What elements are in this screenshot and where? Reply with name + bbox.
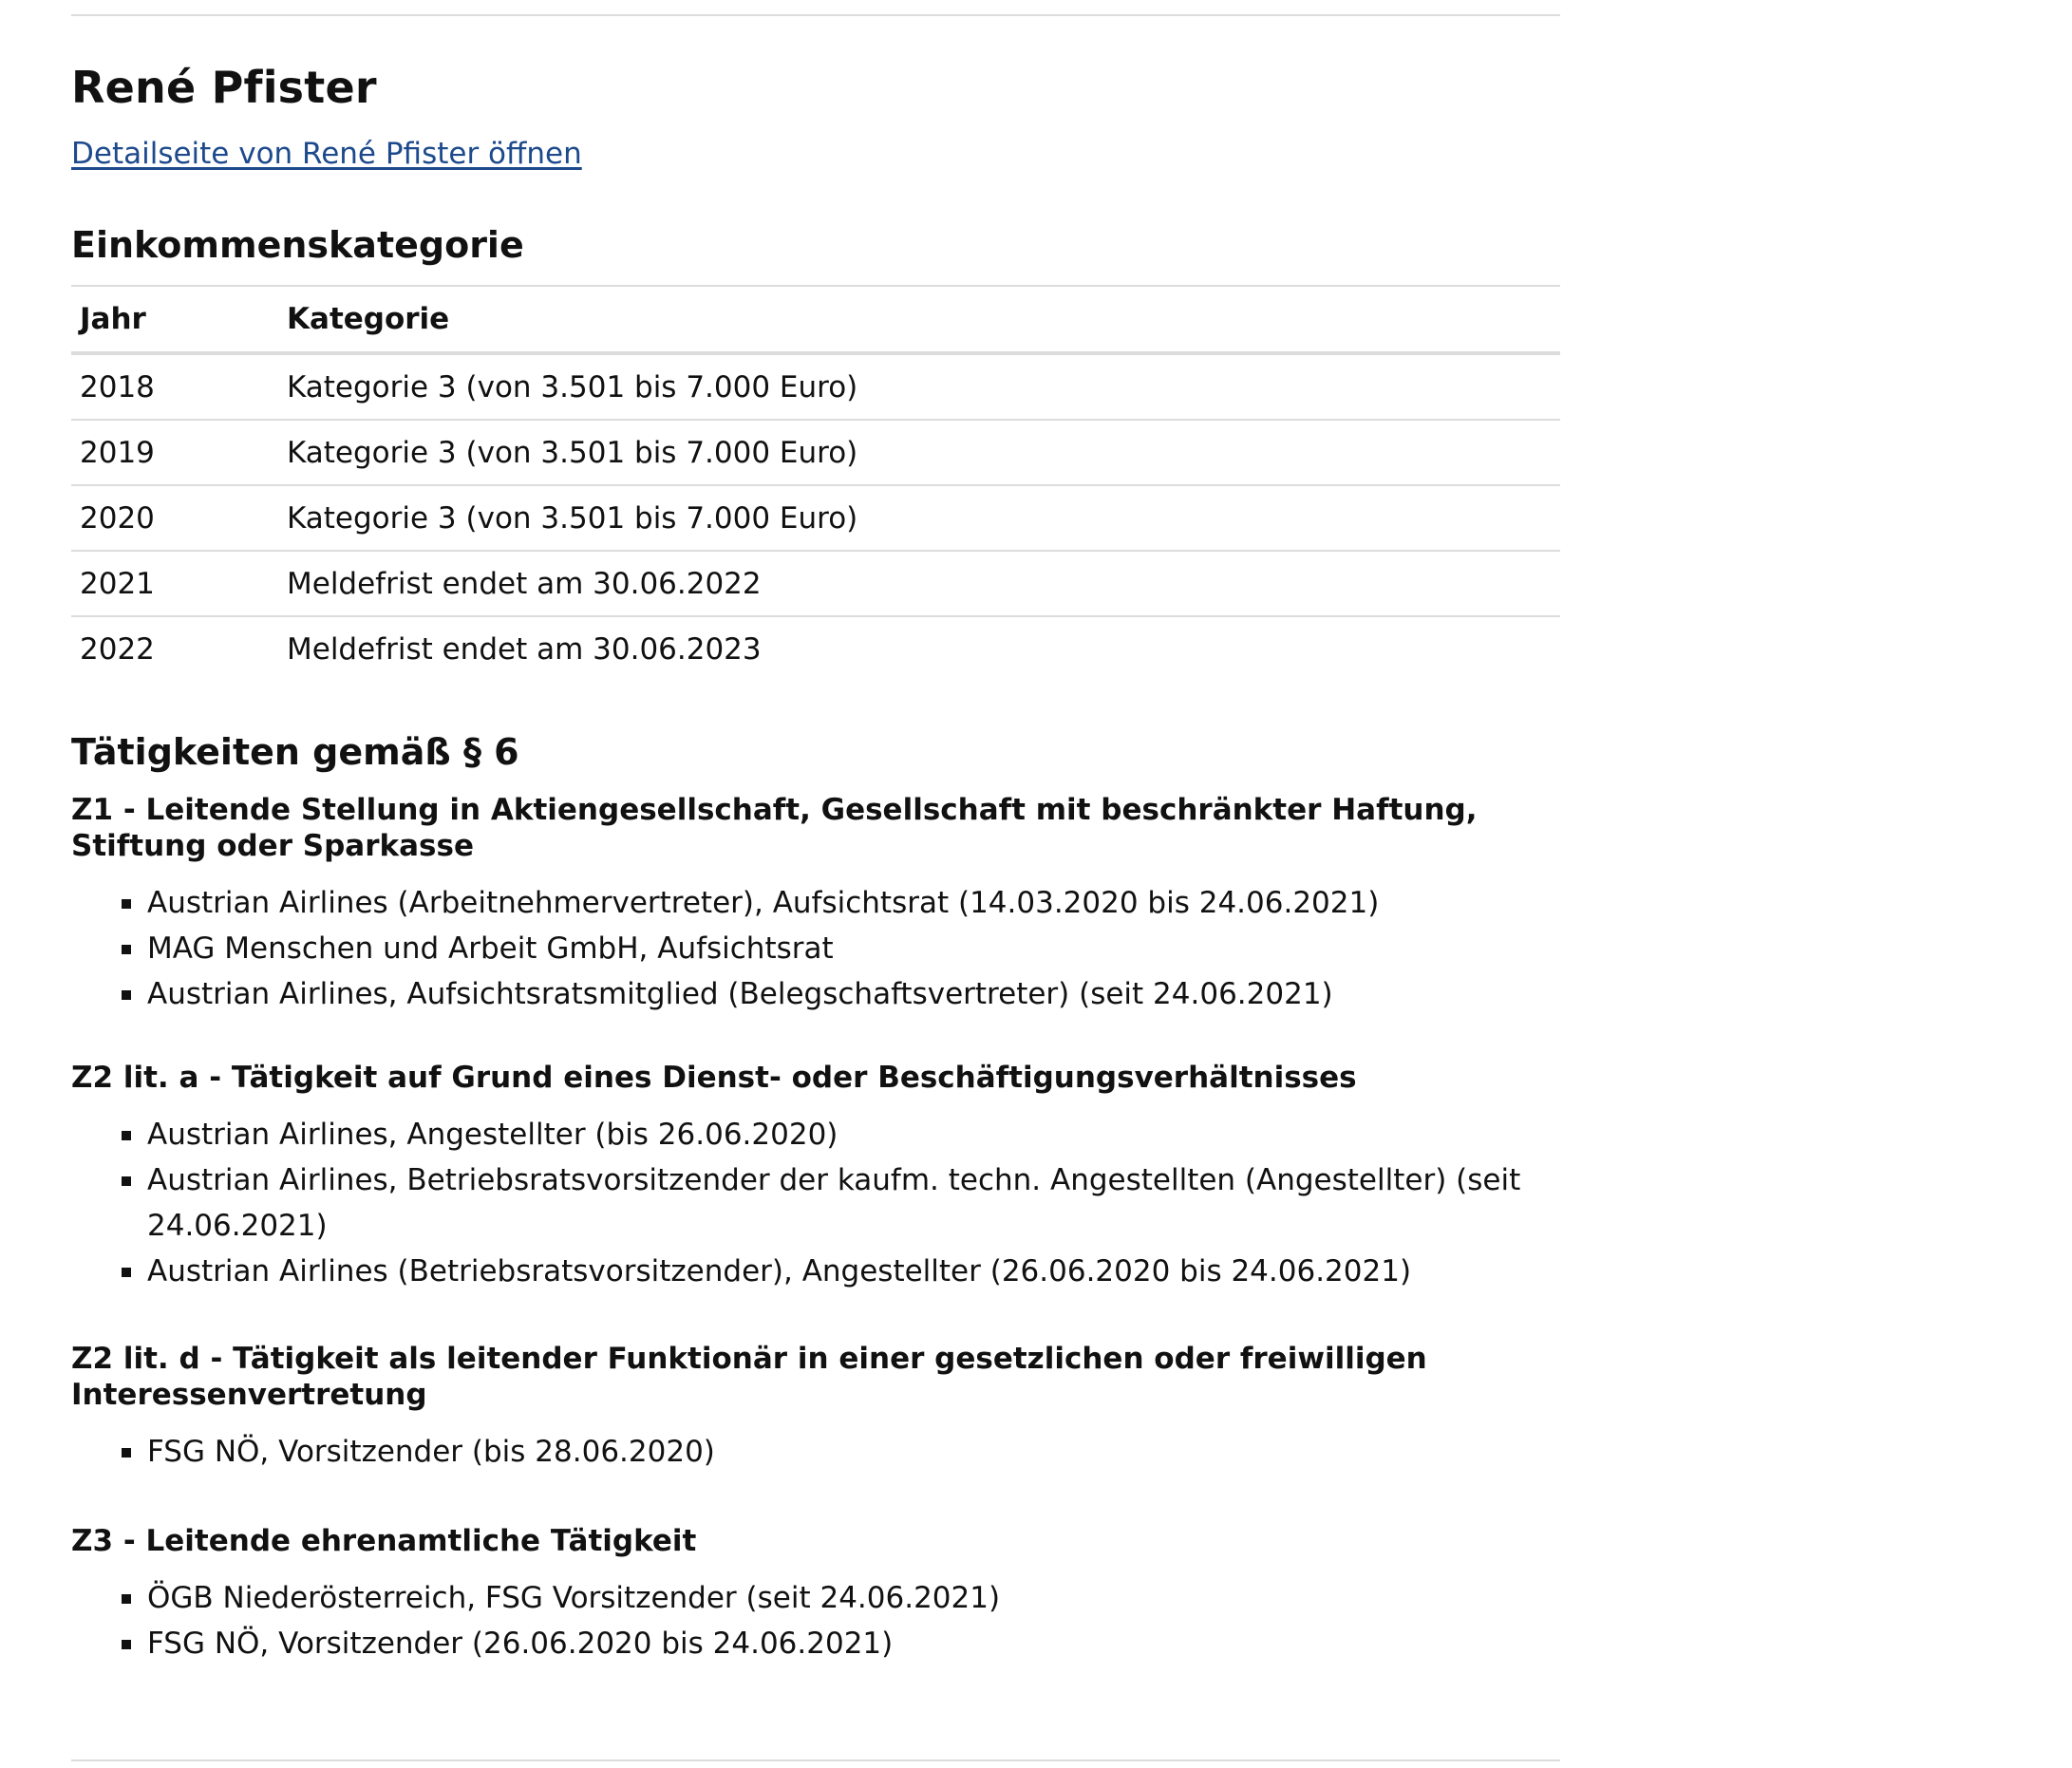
activity-section-title: Z3 - Leitende ehrenamtliche Tätigkeit bbox=[71, 1524, 697, 1558]
activity-list bbox=[71, 1429, 1560, 1475]
category-cell: Kategorie 3 (von 3.501 bis 7.000 Euro) bbox=[278, 420, 1560, 485]
year-cell: 2020 bbox=[71, 485, 278, 551]
list-item: Austrian Airlines, Betriebsratsvorsitzender der kaufm. techn. Angestellten (Angestellter) (seit 24.06.2021) bbox=[147, 1157, 1560, 1249]
activity-section-title: Z2 lit. d - Tätigkeit als leitender Funktionär in einer gesetzlichen oder freiwilligen Interessenvertretung bbox=[71, 1342, 1427, 1412]
list-item: Austrian Airlines (Arbeitnehmervertreter), Aufsichtsrat (14.03.2020 bis 24.06.2021) bbox=[147, 880, 1560, 926]
income-category-heading: Einkommenskategorie bbox=[71, 224, 524, 266]
activity-section-z2d bbox=[71, 1341, 1560, 1475]
year-cell: 2022 bbox=[80, 631, 155, 667]
list-item: Austrian Airlines, Aufsichtsratsmitglied (Belegschaftsvertreter) (seit 24.06.2021) bbox=[147, 971, 1560, 1017]
list-item: ÖGB Niederösterreich, FSG Vorsitzender (seit 24.06.2021) bbox=[147, 1575, 1560, 1621]
category-cell: Meldefrist endet am 30.06.2023 bbox=[287, 631, 762, 667]
column-header-year: Jahr bbox=[71, 286, 278, 353]
top-divider bbox=[71, 14, 1560, 16]
table-header-row bbox=[71, 286, 1560, 353]
activities-heading: Tätigkeiten gemäß § 6 bbox=[71, 731, 519, 773]
activity-list bbox=[71, 880, 1560, 1017]
table-row bbox=[71, 420, 1560, 485]
detail-page-link[interactable]: Detailseite von René Pfister öffnen bbox=[71, 137, 582, 171]
category-cell: Kategorie 3 (von 3.501 bis 7.000 Euro) bbox=[278, 485, 1560, 551]
table-row bbox=[71, 353, 1560, 420]
bottom-divider bbox=[71, 1759, 1560, 1761]
list-item: FSG NÖ, Vorsitzender (26.06.2020 bis 24.06.2021) bbox=[147, 1621, 1560, 1666]
table-row bbox=[71, 616, 1560, 681]
category-cell: Meldefrist endet am 30.06.2022 bbox=[278, 551, 1560, 616]
table-row bbox=[71, 551, 1560, 616]
activity-section-z3 bbox=[71, 1523, 1560, 1666]
column-header-category: Kategorie bbox=[278, 286, 1560, 353]
activity-list bbox=[71, 1575, 1560, 1666]
list-item: MAG Menschen und Arbeit GmbH, Aufsichtsrat bbox=[147, 926, 1560, 971]
table-row bbox=[71, 485, 1560, 551]
list-item: FSG NÖ, Vorsitzender (bis 28.06.2020) bbox=[147, 1429, 1560, 1475]
year-cell: 2021 bbox=[71, 551, 278, 616]
activity-section-z2a bbox=[71, 1060, 1560, 1294]
category-cell: Kategorie 3 (von 3.501 bis 7.000 Euro) bbox=[278, 353, 1560, 420]
income-category-table bbox=[71, 285, 1560, 681]
year-cell: 2019 bbox=[71, 420, 278, 485]
activity-list bbox=[71, 1112, 1560, 1294]
activity-section-z1 bbox=[71, 792, 1560, 1017]
activity-section-title: Z1 - Leitende Stellung in Aktiengesellschaft, Gesellschaft mit beschränkter Haftung, Stiftung oder Sparkasse bbox=[71, 793, 1478, 863]
activity-section-title: Z2 lit. a - Tätigkeit auf Grund eines Dienst- oder Beschäftigungsverhältnisses bbox=[71, 1061, 1357, 1095]
list-item: Austrian Airlines, Angestellter (bis 26.06.2020) bbox=[147, 1112, 1560, 1157]
list-item: Austrian Airlines (Betriebsratsvorsitzender), Angestellter (26.06.2020 bis 24.06.2021) bbox=[147, 1249, 1560, 1294]
person-name: René Pfister bbox=[71, 62, 377, 113]
year-cell: 2018 bbox=[71, 353, 278, 420]
person-record bbox=[71, 0, 1560, 1768]
